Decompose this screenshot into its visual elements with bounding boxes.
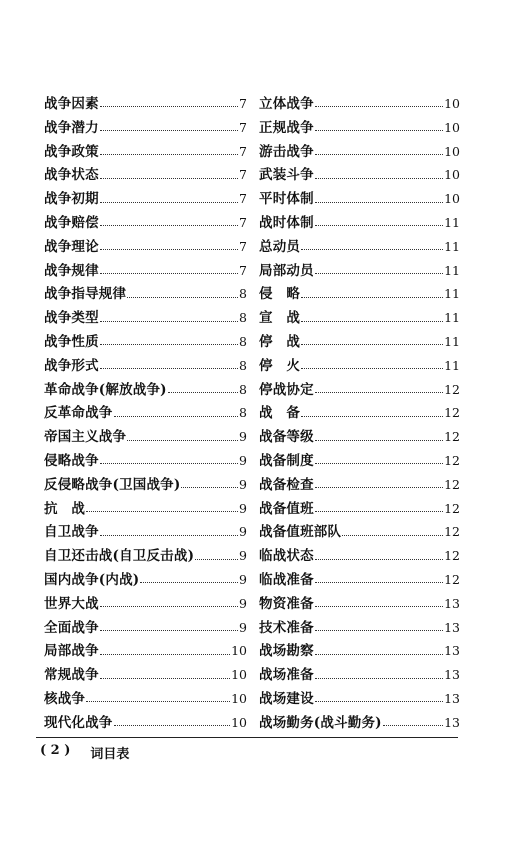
index-page-number: 8 xyxy=(239,357,247,373)
index-page-number: 9 xyxy=(239,476,247,492)
index-entry xyxy=(44,116,247,140)
index-page-number: 12 xyxy=(444,429,460,445)
index-page-number: 10 xyxy=(444,143,460,159)
index-entry xyxy=(259,687,460,711)
dot-leader xyxy=(315,701,443,702)
index-term: 世界大战 xyxy=(44,595,99,612)
index-page-number: 9 xyxy=(239,595,247,611)
index-entry xyxy=(44,544,247,568)
dot-leader xyxy=(86,701,230,702)
index-entry xyxy=(259,378,460,402)
dot-leader xyxy=(301,249,443,250)
dot-leader xyxy=(100,321,238,322)
index-term: 平时体制 xyxy=(259,191,314,208)
index-term: 战争理论 xyxy=(44,238,99,255)
index-page-number: 10 xyxy=(444,119,460,135)
index-entry xyxy=(259,711,460,735)
dot-leader xyxy=(301,321,443,322)
index-page-number: 11 xyxy=(444,286,460,302)
index-term: 自卫还击战(自卫反击战) xyxy=(44,548,195,565)
index-term: 停 战 xyxy=(259,333,301,350)
index-page-number: 10 xyxy=(231,667,247,683)
index-page-number: 10 xyxy=(444,191,460,207)
index-term: 立体战争 xyxy=(259,96,314,112)
index-entry xyxy=(44,473,247,497)
dot-leader xyxy=(100,368,238,369)
index-term: 宣 战 xyxy=(259,310,301,327)
index-entry xyxy=(44,520,247,544)
index-entry xyxy=(44,187,247,211)
footer-divider xyxy=(36,737,458,738)
dot-leader xyxy=(100,606,238,607)
dot-leader xyxy=(114,416,239,417)
index-term: 战争形式 xyxy=(44,357,99,374)
index-page-number: 13 xyxy=(444,619,460,635)
index-entry xyxy=(44,235,247,259)
dot-leader xyxy=(195,559,238,560)
index-term: 游击战争 xyxy=(259,143,314,160)
index-page-number: 7 xyxy=(239,191,247,207)
index-entry xyxy=(44,259,247,283)
index-entry xyxy=(259,544,460,568)
index-entry xyxy=(44,282,247,306)
dot-leader xyxy=(100,273,238,274)
index-entry xyxy=(259,401,460,425)
index-term: 停战协定 xyxy=(259,381,314,398)
index-term: 战场勘察 xyxy=(259,643,314,660)
index-entry xyxy=(259,663,460,687)
index-page-number: 12 xyxy=(444,548,460,564)
index-entry xyxy=(259,330,460,354)
index-page-number: 13 xyxy=(444,667,460,683)
dot-leader xyxy=(301,416,443,417)
dot-leader xyxy=(100,225,238,226)
index-page-number: 13 xyxy=(444,714,460,730)
dot-leader xyxy=(315,106,443,107)
index-entry xyxy=(259,592,460,616)
index-term: 战场勤务(战斗勤务) xyxy=(259,714,382,731)
index-term: 战时体制 xyxy=(259,214,314,231)
index-term: 抗 战 xyxy=(44,500,86,517)
index-entry xyxy=(259,235,460,259)
index-entry xyxy=(44,354,247,378)
index-entry xyxy=(44,378,247,402)
index-entry xyxy=(259,163,460,187)
index-entry xyxy=(259,211,460,235)
index-entry xyxy=(44,306,247,330)
footer-page-number: ( 2 ) xyxy=(40,743,71,758)
index-page-number: 8 xyxy=(239,333,247,349)
index-term: 反革命战争 xyxy=(44,405,113,422)
dot-leader xyxy=(100,130,238,131)
index-term: 战争状态 xyxy=(44,167,99,184)
index-page-number: 10 xyxy=(444,96,460,111)
index-entry xyxy=(44,211,247,235)
index-entry xyxy=(259,92,460,116)
index-page-number: 7 xyxy=(239,262,247,278)
index-term: 技术准备 xyxy=(259,619,314,636)
index-page-number: 9 xyxy=(239,571,247,587)
dot-leader xyxy=(86,511,238,512)
index-page-number: 11 xyxy=(444,238,460,254)
dot-leader xyxy=(315,154,443,155)
index-page-number: 11 xyxy=(444,310,460,326)
index-term: 战备检查 xyxy=(259,476,314,493)
index-entry xyxy=(44,330,247,354)
dot-leader xyxy=(315,225,443,226)
index-term: 常规战争 xyxy=(44,667,99,684)
index-page-number: 8 xyxy=(239,381,247,397)
index-page-number: 9 xyxy=(239,429,247,445)
footer-title: 词目表 xyxy=(90,747,130,762)
dot-leader xyxy=(315,463,443,464)
index-page-number: 9 xyxy=(239,500,247,516)
index-page-number: 7 xyxy=(239,143,247,159)
dot-leader xyxy=(301,297,443,298)
index-page-number: 10 xyxy=(231,690,247,706)
index-term: 反侵略战争(卫国战争) xyxy=(44,476,181,493)
index-page-number: 9 xyxy=(239,619,247,635)
index-page-number: 12 xyxy=(444,571,460,587)
index-term: 战备值班部队 xyxy=(259,524,342,541)
index-entry xyxy=(259,354,460,378)
dot-leader xyxy=(315,202,443,203)
index-entry xyxy=(44,687,247,711)
index-entry xyxy=(44,616,247,640)
index-page-number: 9 xyxy=(239,452,247,468)
dot-leader xyxy=(315,487,443,488)
index-page-number: 7 xyxy=(239,214,247,230)
index-page-number: 11 xyxy=(444,333,460,349)
index-entry xyxy=(259,306,460,330)
index-page-number: 7 xyxy=(239,167,247,183)
index-term: 现代化战争 xyxy=(44,714,113,731)
index-page-number: 8 xyxy=(239,286,247,302)
dot-leader xyxy=(127,297,238,298)
dot-leader xyxy=(100,463,238,464)
index-entry xyxy=(44,497,247,521)
dot-leader xyxy=(301,368,443,369)
index-term: 战争因素 xyxy=(44,96,99,112)
index-page-number: 9 xyxy=(239,524,247,540)
dot-leader xyxy=(315,582,443,583)
index-term: 停 火 xyxy=(259,357,301,374)
dot-leader xyxy=(315,630,443,631)
index-page-number: 8 xyxy=(239,310,247,326)
index-term: 战争类型 xyxy=(44,310,99,327)
index-entry xyxy=(44,711,247,735)
dot-leader xyxy=(383,725,443,726)
index-term: 总动员 xyxy=(259,238,301,255)
index-term: 战备值班 xyxy=(259,500,314,517)
index-term: 战场建设 xyxy=(259,690,314,707)
index-term: 战争政策 xyxy=(44,143,99,160)
index-entry xyxy=(44,140,247,164)
index-page-number: 7 xyxy=(239,96,247,111)
index-page-number: 7 xyxy=(239,238,247,254)
index-term: 战 备 xyxy=(259,405,301,422)
index-page-number: 10 xyxy=(444,167,460,183)
index-entry xyxy=(259,140,460,164)
dot-leader xyxy=(100,178,238,179)
dot-leader xyxy=(100,106,238,107)
index-term: 侵 略 xyxy=(259,286,301,303)
index-term: 战争性质 xyxy=(44,333,99,350)
dot-leader xyxy=(315,654,443,655)
dot-leader xyxy=(315,606,443,607)
dot-leader xyxy=(315,273,443,274)
index-page-number: 10 xyxy=(231,714,247,730)
dot-leader xyxy=(114,725,231,726)
index-right-column xyxy=(259,92,460,735)
dot-leader xyxy=(100,202,238,203)
index-term: 战争潜力 xyxy=(44,119,99,136)
index-page-number: 9 xyxy=(239,548,247,564)
index-entry xyxy=(44,92,247,116)
index-term: 战争规律 xyxy=(44,262,99,279)
index-entry xyxy=(44,449,247,473)
dot-leader xyxy=(100,154,238,155)
index-page-number: 7 xyxy=(239,119,247,135)
index-entry xyxy=(259,520,460,544)
dot-leader xyxy=(315,178,443,179)
index-page-number: 13 xyxy=(444,595,460,611)
index-term: 战备等级 xyxy=(259,429,314,446)
index-page-number: 11 xyxy=(444,357,460,373)
dot-leader xyxy=(100,535,238,536)
index-entry xyxy=(44,401,247,425)
index-page-number: 12 xyxy=(444,381,460,397)
dot-leader xyxy=(100,249,238,250)
index-left-column xyxy=(44,92,247,735)
dot-leader xyxy=(315,130,443,131)
dot-leader xyxy=(315,511,443,512)
index-entry xyxy=(259,497,460,521)
index-entry xyxy=(259,187,460,211)
index-term: 革命战争(解放战争) xyxy=(44,381,167,398)
index-entry xyxy=(259,568,460,592)
index-term: 侵略战争 xyxy=(44,452,99,469)
index-term: 自卫战争 xyxy=(44,524,99,541)
index-entry xyxy=(259,449,460,473)
index-term: 战争初期 xyxy=(44,191,99,208)
index-entry xyxy=(44,663,247,687)
index-term: 局部战争 xyxy=(44,643,99,660)
index-entry xyxy=(259,259,460,283)
index-entry xyxy=(259,116,460,140)
index-term: 局部动员 xyxy=(259,262,314,279)
index-entry xyxy=(44,568,247,592)
index-page-number: 13 xyxy=(444,690,460,706)
index-term: 战争指导规律 xyxy=(44,286,127,303)
index-page-number: 13 xyxy=(444,643,460,659)
index-page-number: 12 xyxy=(444,452,460,468)
index-entry xyxy=(44,592,247,616)
index-page-number: 12 xyxy=(444,405,460,421)
index-term: 物资准备 xyxy=(259,595,314,612)
index-term: 战争赔偿 xyxy=(44,214,99,231)
page-footer xyxy=(40,743,129,762)
index-entry xyxy=(259,425,460,449)
index-term: 武装斗争 xyxy=(259,167,314,184)
dot-leader xyxy=(315,678,443,679)
index-entry xyxy=(259,282,460,306)
index-term: 战场准备 xyxy=(259,667,314,684)
dot-leader xyxy=(100,678,230,679)
index-term: 战备制度 xyxy=(259,452,314,469)
dot-leader xyxy=(140,582,238,583)
index-entry xyxy=(259,639,460,663)
dot-leader xyxy=(301,344,443,345)
index-page-number: 8 xyxy=(239,405,247,421)
dot-leader xyxy=(342,535,443,536)
index-term: 核战争 xyxy=(44,690,86,707)
index-entry xyxy=(44,639,247,663)
dot-leader xyxy=(315,559,443,560)
index-term: 正规战争 xyxy=(259,119,314,136)
index-page-number: 10 xyxy=(231,643,247,659)
index-page-number: 11 xyxy=(444,214,460,230)
index-entry xyxy=(44,163,247,187)
dot-leader xyxy=(315,392,443,393)
dot-leader xyxy=(100,344,238,345)
dot-leader xyxy=(315,440,443,441)
dot-leader xyxy=(100,654,230,655)
index-page-number: 12 xyxy=(444,476,460,492)
index-page-number: 12 xyxy=(444,524,460,540)
index-page-number: 11 xyxy=(444,262,460,278)
dot-leader xyxy=(127,440,238,441)
index-term: 临战状态 xyxy=(259,548,314,565)
index-term: 全面战争 xyxy=(44,619,99,636)
index-entry xyxy=(259,616,460,640)
index-term: 帝国主义战争 xyxy=(44,429,127,446)
index-entry xyxy=(259,473,460,497)
dot-leader xyxy=(181,487,238,488)
index-entry xyxy=(44,425,247,449)
index-term: 国内战争(内战) xyxy=(44,571,140,588)
dot-leader xyxy=(100,630,238,631)
index-page-number: 12 xyxy=(444,500,460,516)
dot-leader xyxy=(168,392,238,393)
index-term: 临战准备 xyxy=(259,571,314,588)
